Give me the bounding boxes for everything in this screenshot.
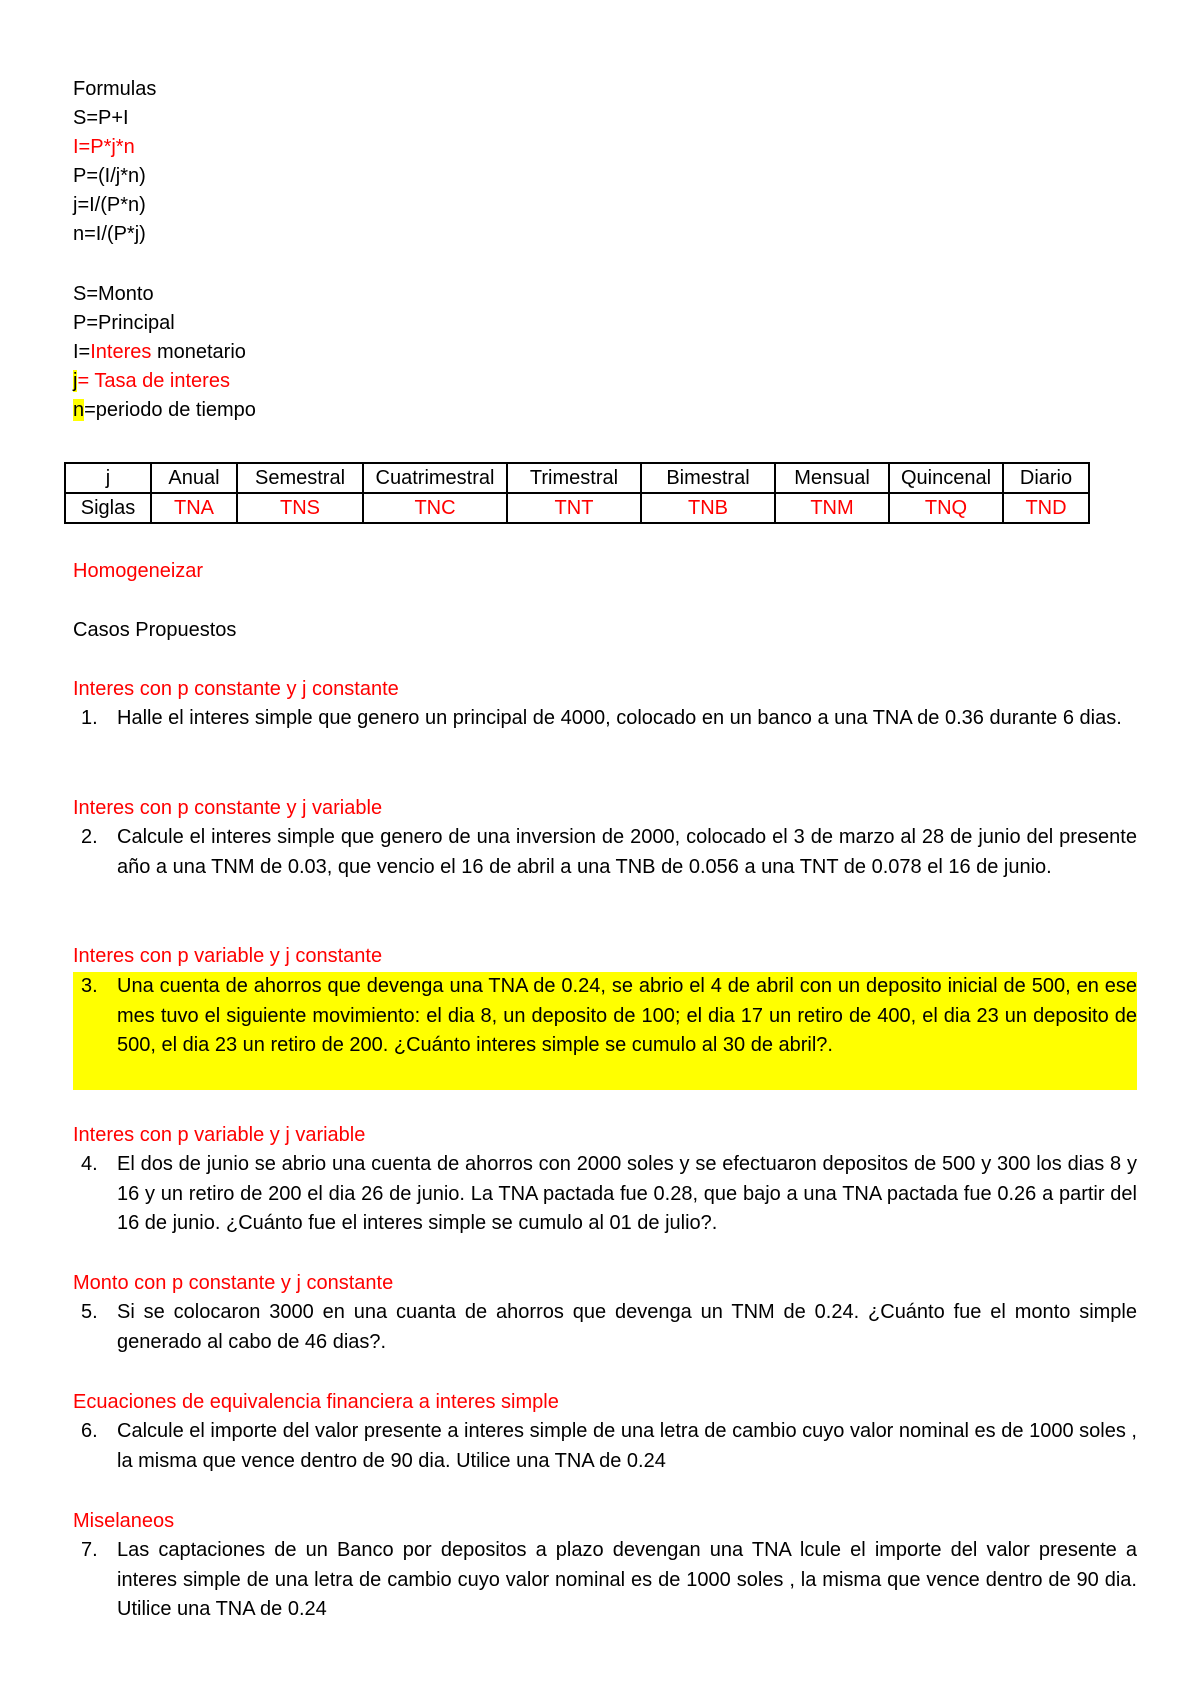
rate-table-header-row [65,463,1089,493]
definition-s: S=Monto [73,283,154,305]
definition-n-text: =periodo de tiempo [84,399,256,421]
table-cell: TNB [641,493,775,523]
item-number: 7. [81,1539,98,1561]
section-heading: Monto con p constante y j constante [73,1272,394,1294]
item-text: Halle el interes simple que genero un principal de 4000, colocado en un banco a una TNA de 0.36 durante 6 dias. [117,707,1122,729]
item-text: El dos de junio se abrio una cuenta de ahorros con 2000 soles y se efectuaron depositos de 500 y 300 los dias 8 y 16 y un retiro de 200 el dia 26 de junio. La TNA pactada fue 0.28, que bajo a una TNA pactada fue 0.26 a partir del 16 de junio. ¿Cuánto fue el interes simple se cumulo al 01 de julio?. [117,1153,1137,1234]
section-heading: Miselaneos [73,1510,175,1532]
definition-n [73,396,256,424]
item-text: Una cuenta de ahorros que devenga una TNA de 0.24, se abrio el 4 de abril con un deposito inicial de 500, en ese mes tuvo el siguiente movimiento: el dia 8, un deposito de 100; el dia 17 un retiro de 400, el dia 23 un deposito de 500, el dia 23 un retiro de 200. ¿Cuánto interes simple se cumulo al 30 de abril?. [117,975,1137,1056]
definition-i [73,338,246,366]
table-cell: TNQ [889,493,1003,523]
table-cell: Diario [1003,463,1089,493]
list-item [73,1417,1137,1476]
item-number: 5. [81,1301,98,1323]
table-cell: Bimestral [641,463,775,493]
section-heading: Interes con p variable y j constante [73,945,383,967]
item-number: 4. [81,1153,98,1175]
definition-j-text: = Tasa de interes [77,370,230,392]
item-text: Las captaciones de un Banco por depositos a plazo devengan una TNA lcule el importe del valor presente a interes simple de una letra de cambio cuyo valor nominal es de 1000 soles , la misma que vence dentro de 90 dia. Utilice una TNA de 0.24 [117,1539,1137,1620]
item-text: Calcule el importe del valor presente a interes simple de una letra de cambio cuyo valor nominal es de 1000 soles , la misma que vence dentro de 90 dia. Utilice una TNA de 0.24 [117,1420,1137,1472]
item-text: Si se colocaron 3000 en una cuanta de ahorros que devenga un TNM de 0.24. ¿Cuánto fue el monto simple generado al cabo de 46 dias?. [117,1301,1137,1353]
list-item-highlighted [73,972,1137,1090]
table-cell: Quincenal [889,463,1003,493]
section-heading: Ecuaciones de equivalencia financiera a interes simple [73,1391,559,1413]
table-cell: Trimestral [507,463,641,493]
item-number: 6. [81,1420,98,1442]
formula-i: I=P*j*n [73,136,135,158]
rate-table-siglas-row [65,493,1089,523]
table-cell: TNS [237,493,363,523]
homogeneizar-heading: Homogeneizar [73,560,204,582]
casos-title: Casos Propuestos [73,619,237,641]
list-item [73,704,1137,734]
table-cell: Mensual [775,463,889,493]
definition-p: P=Principal [73,312,175,334]
item-text: Calcule el interes simple que genero de una inversion de 2000, colocado el 3 de marzo al 28 de junio del presente año a una TNM de 0.03, que vencio el 16 de abril a una TNB de 0.056 a una TNT de 0.078 el 16 de junio. [117,826,1137,878]
section-heading: Interes con p variable y j variable [73,1124,366,1146]
table-cell: Siglas [65,493,151,523]
table-cell: TNA [151,493,237,523]
table-cell: TND [1003,493,1089,523]
definition-i-red: Interes [90,341,152,363]
definition-i-suffix: monetario [151,341,246,363]
item-number: 2. [81,826,98,848]
formula-j: j=I/(P*n) [73,194,146,216]
table-cell: j [65,463,151,493]
item-number: 1. [81,707,98,729]
definition-i-prefix: I= [73,341,91,363]
definition-j [73,367,230,395]
definition-j-letter: j [73,370,78,392]
table-cell: Semestral [237,463,363,493]
list-item [73,1298,1137,1357]
table-cell: Anual [151,463,237,493]
formula-s: S=P+I [73,107,129,129]
formula-p: P=(I/j*n) [73,165,146,187]
rate-table [64,462,1090,524]
formula-n: n=I/(P*j) [73,223,146,245]
list-item [73,1150,1137,1239]
formulas-title: Formulas [73,78,157,100]
section-heading: Interes con p constante y j variable [73,797,383,819]
list-item [73,1536,1137,1625]
item-number: 3. [81,975,98,997]
table-cell: TNM [775,493,889,523]
table-cell: TNT [507,493,641,523]
table-cell: TNC [363,493,507,523]
definition-n-letter: n [73,399,85,421]
table-cell: Cuatrimestral [363,463,507,493]
list-item [73,823,1137,882]
section-heading: Interes con p constante y j constante [73,678,399,700]
